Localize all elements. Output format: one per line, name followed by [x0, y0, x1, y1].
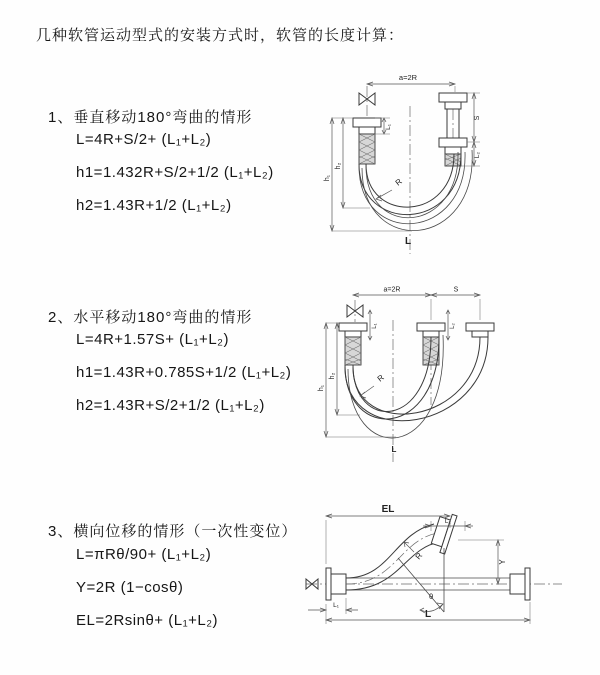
formula-length: L=4R+S/2+ (L₁+L₂) — [76, 131, 212, 148]
formula-el: EL=2Rsinθ+ (L₁+L₂) — [76, 612, 219, 629]
displaced-flange — [429, 511, 457, 554]
diagram-vertical-180-bend — [312, 66, 597, 258]
dim-h2-label: h₂ — [335, 162, 342, 170]
hose-curves — [345, 335, 488, 438]
dim-l2-label: L₂ — [444, 518, 452, 525]
section-2-formulas — [76, 331, 291, 430]
dim-a2r-label: a=2R — [398, 73, 418, 82]
right-lower-flange — [439, 138, 467, 154]
diagram-lateral-displacement — [298, 498, 598, 656]
dim-s-label: S — [474, 115, 481, 121]
right-upper-flange — [439, 93, 467, 109]
formula-h2: h2=1.43R+S/2+1/2 (L₁+L₂) — [76, 397, 265, 414]
section-3-formulas — [76, 546, 218, 645]
dim-r-label: R — [393, 176, 404, 188]
left-flange — [339, 323, 367, 337]
left-flange — [353, 118, 381, 134]
dim-h1-label: h₁ — [318, 384, 325, 392]
left-flange — [326, 568, 346, 600]
formula-y: Y=2R (1−cosθ) — [76, 579, 184, 596]
diagram-horizontal-180-bend — [308, 280, 598, 468]
dim-l1-label: L₁ — [372, 323, 378, 329]
formula-length: L=πRθ/90+ (L₁+L₂) — [76, 546, 212, 563]
dim-l-label: L — [424, 609, 432, 620]
page-title: 几种软管运动型式的安装方式时，软管的长度计算： — [36, 27, 405, 44]
hose-curves — [346, 524, 440, 590]
formula-length: L=4R+1.57S+ (L₁+L₂) — [76, 331, 229, 348]
section-2-heading: 2、水平移动180°弯曲的情形 — [48, 309, 253, 326]
dim-l-label: L — [404, 236, 412, 247]
section-1-heading: 1、垂直移动180°弯曲的情形 — [48, 109, 253, 126]
middle-flange — [417, 323, 445, 337]
dim-h1-label: h₁ — [324, 174, 331, 182]
dim-l2-label: L₂ — [474, 151, 481, 159]
right-flange — [466, 323, 494, 337]
dim-y-label: Y — [498, 559, 507, 565]
dim-l1-label: L₁ — [385, 124, 392, 130]
dim-l2-label: L₂ — [450, 323, 456, 329]
dim-h2-label: h₂ — [329, 372, 336, 380]
dim-theta-label: θ — [429, 592, 434, 601]
dim-a2r-label: a=2R — [383, 286, 401, 294]
dim-r-label: R — [413, 551, 425, 562]
left-braid-section — [345, 337, 361, 365]
dim-el-label: EL — [381, 504, 395, 515]
left-braid-section — [359, 134, 375, 164]
dim-l-label: L — [391, 445, 397, 454]
formula-h1: h1=1.43R+0.785S+1/2 (L₁+L₂) — [76, 364, 292, 381]
dim-s-label: S — [453, 286, 459, 294]
formula-h2: h2=1.43R+1/2 (L₁+L₂) — [76, 197, 232, 214]
dim-r-label: R — [375, 372, 386, 384]
formula-h1: h1=1.432R+S/2+1/2 (L₁+L₂) — [76, 164, 274, 181]
section-1-formulas — [76, 131, 274, 230]
section-3-heading: 3、横向位移的情形（一次性变位） — [48, 523, 298, 540]
dim-l1-label: L₁ — [333, 602, 339, 609]
